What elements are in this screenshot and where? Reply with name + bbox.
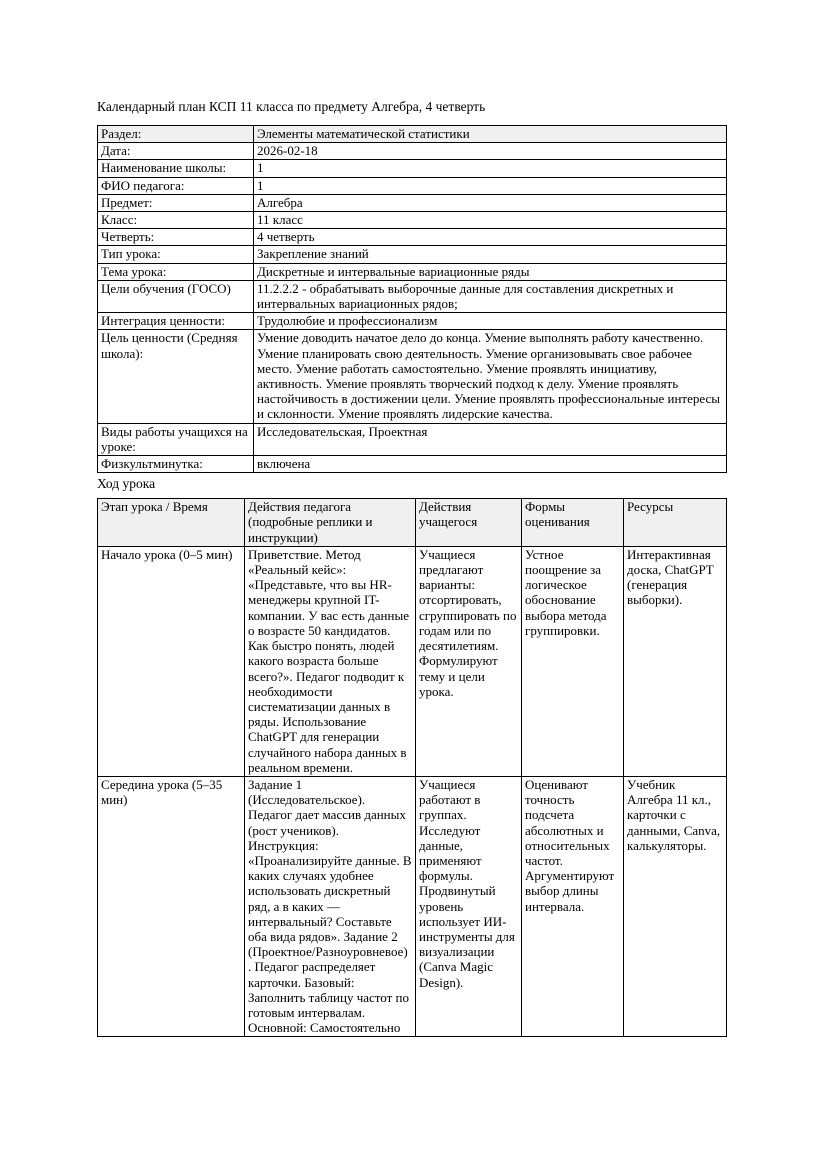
info-table-body [98, 126, 727, 473]
info-row-label: Физкультминутка: [98, 456, 254, 473]
info-row-label: Цели обучения (ГОСО) [98, 280, 254, 312]
info-row-label: Класс: [98, 212, 254, 229]
student-actions-cell: Учащиеся предлагают варианты: отсортировать, сгруппировать по годам или по десятилетиям. Формулируют тему и цели урока. [416, 546, 522, 776]
student-actions-cell: Учащиеся работают в группах. Исследуют данные, применяют формулы. Продвинутый уровень использует ИИ-инструменты для визуализации (Canva Magic Design). [416, 776, 522, 1036]
lesson-column-header: Ресурсы [624, 499, 727, 547]
lesson-table-header-row [98, 499, 727, 547]
lesson-column-header: Этап урока / Время [98, 499, 245, 547]
lesson-column-header: Формы оценивания [522, 499, 624, 547]
info-row-label: Дата: [98, 143, 254, 160]
lesson-table-body [98, 546, 727, 1037]
info-table-row [98, 280, 727, 312]
info-row-value: включена [254, 456, 727, 473]
info-row-value: 1 [254, 177, 727, 194]
info-table-row [98, 212, 727, 229]
resources-cell: Интерактивная доска, ChatGPT (генерация выборки). [624, 546, 727, 776]
info-table-row [98, 246, 727, 263]
info-row-value: Умение доводить начатое дело до конца. Умение выполнять работу качественно. Умение планировать свою деятельность. Умение организовывать свое рабочее место. Умение работать самостоятельно. Умение проявлять инициативу, активность. Умение проявлять творческий подход к делу. Умение проявлять настойчивость в достижении цели. Умение проявлять профессиональные интересы и склонности. Умение проявлять лидерские качества. [254, 330, 727, 423]
info-row-label: Предмет: [98, 194, 254, 211]
info-row-value: 11.2.2.2 - обрабатывать выборочные данные для составления дискретных и интервальных вариационных рядов; [254, 280, 727, 312]
teacher-actions-cell: Задание 1 (Исследовательское). Педагог дает массив данных (рост учеников). Инструкция: «Проанализируйте данные. В каких случаях удобнее использовать дискретный ряд, а в каких — интервальный? Составьте оба вида рядов». Задание 2 (Проектное/Разноуровневое) . Педагог распределяет карточки. Базовый: Заполнить таблицу частот по готовым интервалам. Основной: Самостоятельно [245, 776, 416, 1036]
info-row-value: Элементы математической статистики [254, 126, 727, 143]
info-row-label: Цель ценности (Средняя школа): [98, 330, 254, 423]
assessment-cell: Устное поощрение за логическое обоснование выбора метода группировки. [522, 546, 624, 776]
lesson-column-header: Действия учащегося [416, 499, 522, 547]
info-table-row [98, 330, 727, 423]
info-row-value: Исследовательская, Проектная [254, 423, 727, 455]
info-row-value: 1 [254, 160, 727, 177]
lesson-stage-cell: Начало урока (0–5 мин) [98, 546, 245, 776]
info-table-row [98, 456, 727, 473]
teacher-actions-cell: Приветствие. Метод «Реальный кейс»: «Представьте, что вы HR-менеджеры крупной IT-компании. У вас есть данные о возрасте 50 кандидатов. Как быстро понять, людей какого возраста больше всего?». Педагог подводит к необходимости систематизации данных в ряды. Использование ChatGPT для генерации случайного набора данных в реальном времени. [245, 546, 416, 776]
info-row-label: Тема урока: [98, 263, 254, 280]
info-row-label: Тип урока: [98, 246, 254, 263]
lesson-info-table [97, 125, 727, 473]
lesson-table-row [98, 546, 727, 776]
lesson-table-row [98, 776, 727, 1036]
info-row-value: 11 класс [254, 212, 727, 229]
info-table-row [98, 263, 727, 280]
assessment-cell: Оценивают точность подсчета абсолютных и относительных частот. Аргументируют выбор длины интервала. [522, 776, 624, 1036]
section-heading: Ход урока [97, 476, 156, 492]
lesson-stage-cell: Середина урока (5–35 мин) [98, 776, 245, 1036]
info-row-label: Раздел: [98, 126, 254, 143]
info-row-label: Наименование школы: [98, 160, 254, 177]
info-table-row [98, 194, 727, 211]
resources-cell: Учебник Алгебра 11 кл., карточки с данными, Canva, калькуляторы. [624, 776, 727, 1036]
info-table-row [98, 126, 727, 143]
info-table-row [98, 177, 727, 194]
info-table-row [98, 313, 727, 330]
info-table-row [98, 160, 727, 177]
info-row-label: ФИО педагога: [98, 177, 254, 194]
info-table-row [98, 423, 727, 455]
document-title: Календарный план КСП 11 класса по предмету Алгебра, 4 четверть [97, 99, 486, 114]
lesson-column-header: Действия педагога (подробные реплики и инструкции) [245, 499, 416, 547]
info-row-value: Трудолюбие и профессионализм [254, 313, 727, 330]
lesson-plan-table [97, 498, 727, 1037]
info-row-value: Алгебра [254, 194, 727, 211]
document-content [97, 99, 727, 1037]
info-row-value: Дискретные и интервальные вариационные ряды [254, 263, 727, 280]
lesson-table-head [98, 499, 727, 547]
info-row-label: Четверть: [98, 229, 254, 246]
info-row-value: 2026-02-18 [254, 143, 727, 160]
info-row-value: 4 четверть [254, 229, 727, 246]
info-row-value: Закрепление знаний [254, 246, 727, 263]
info-table-row [98, 143, 727, 160]
info-table-row [98, 229, 727, 246]
info-row-label: Виды работы учащихся на уроке: [98, 423, 254, 455]
info-row-label: Интеграция ценности: [98, 313, 254, 330]
